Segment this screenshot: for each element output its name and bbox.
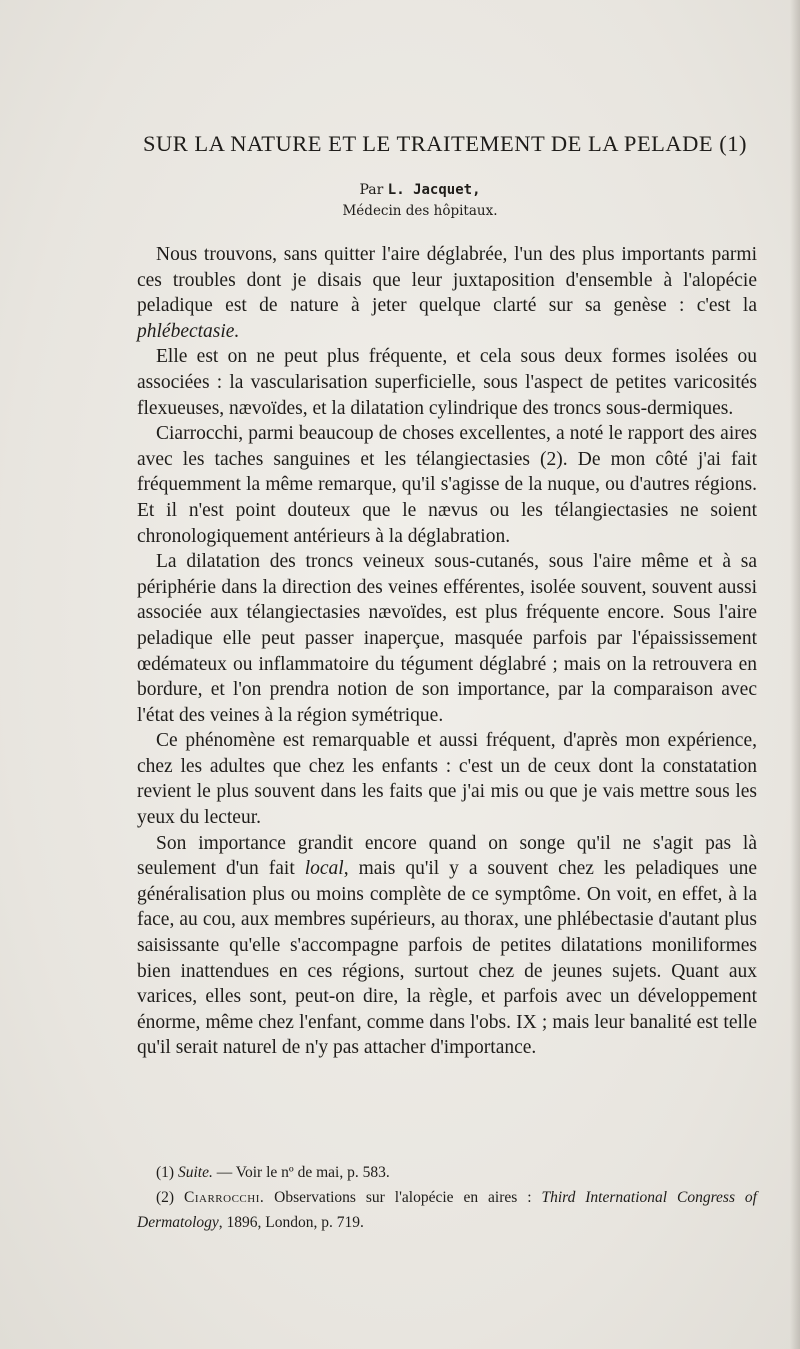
author-name: L. Jacquet, (387, 182, 481, 198)
author-affiliation: Médecin des hôpitaux. (342, 203, 498, 219)
cited-author: Ciarrocchi. (184, 1189, 265, 1206)
article-title: SUR LA NATURE ET LE TRAITEMENT DE LA PELADE (1) (142, 131, 748, 156)
paragraph-5: Ce phénomène est remarquable et aussi fréquent, d'après mon expérience, chez les adultes que chez les enfants : c'est un de ceux dont la constatation revient le plus souvent dans les faits que j'ai mis ou que je vais mettre sous les yeux du lecteur. (137, 730, 757, 829)
paragraph-1: Nous trouvons, sans quitter l'aire déglabrée, l'un des plus importants parmi ces troubles dont je disais que leur juxtaposition d'ensemble à l'alopécie peladique est de nature à jeter quelque clarté sur sa genèse : c'est la phlébectasie. (137, 244, 757, 342)
author-byline (0, 182, 800, 198)
paragraph-2: Elle est on ne peut plus fréquente, et cela sous deux formes isolées ou associées : la vascularisation superficielle, sous l'aspect de petites varicosités flexueuses, nævoïdes, et la dilatation cylindrique des troncs sous-dermiques. (137, 346, 757, 419)
emphasis-term: phlébectasie. (137, 320, 240, 342)
footnote-2: (2) Ciarrocchi. Observations sur l'alopécie en aires : Third International Congress of Dermatology, 1896, London, p. 719. (137, 1189, 757, 1231)
footnote-1: (1) Suite. — Voir le nº de mai, p. 583. (156, 1164, 390, 1181)
article-body (137, 242, 757, 1061)
byline-prefix: Par (359, 182, 388, 198)
emphasis-term: local (304, 858, 344, 880)
cited-work: Third International Congress of Dermatology (137, 1189, 757, 1231)
page-edge-shadow (790, 0, 800, 1349)
footnotes (137, 1160, 757, 1235)
paragraph-3: Ciarrocchi, parmi beaucoup de choses excellentes, a noté le rapport des aires avec les taches sanguines et les télangiectasies (2). De mon côté j'ai fait fréquemment la même remarque, qu'il s'agisse de la nuque, ou d'autres régions. Et il n'est point douteux que le nævus ou les télangiectasies ne soient chronologiquement antérieurs à la déglabration. (137, 423, 757, 547)
paragraph-6: Son importance grandit encore quand on songe qu'il ne s'agit pas là seulement d'un fait local, mais qu'il y a souvent chez les peladiques une généralisation plus ou moins complète de ce symptôme. On voit, en effet, à la face, au cou, aux membres supérieurs, au thorax, une phlébectasie d'autant plus saisissante qu'elle s'accompagne parfois de petites dilatations moniliformes bien inattendues en ces régions, surtout chez de jeunes sujets. Quant aux varices, elles sont, peut-on dire, la règle, et parfois avec un développement énorme, même chez l'enfant, comme dans l'obs. IX ; mais leur banalité est telle qu'il serait naturel de n'y pas attacher d'importance. (137, 832, 757, 1059)
paragraph-4: La dilatation des troncs veineux sous-cutanés, sous l'aire même et à sa périphérie dans la direction des veines efférentes, isolée souvent, souvent aussi associée aux télangiectasies nævoïdes, est plus fréquente encore. Sous l'aire peladique elle peut passer inaperçue, masquée parfois par l'épaississement œdémateux ou inflammatoire du tégument déglabré ; mais on la retrouvera en bordure, et l'on prendra notion de son importance, par la comparaison avec l'état des veines à la région symétrique. (137, 551, 757, 726)
